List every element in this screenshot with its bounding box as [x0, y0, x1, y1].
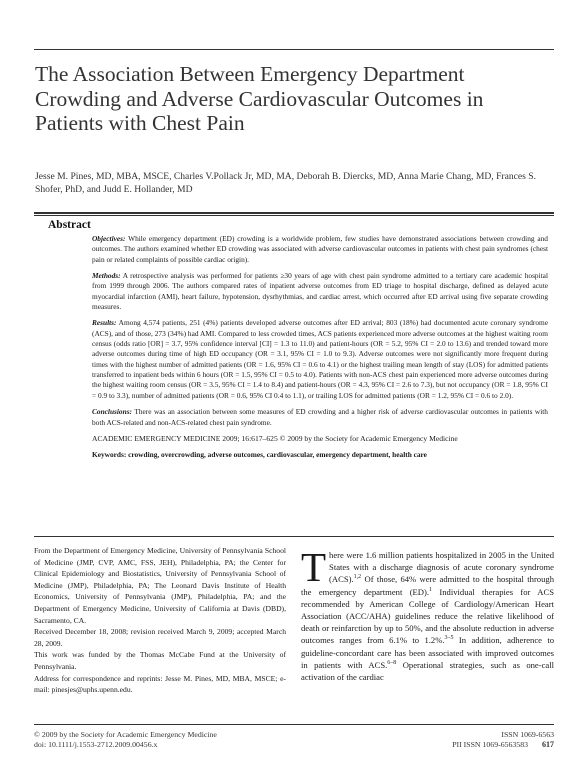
body-text-d: In addition, adherence to guideline-concordant care has been associated with improved outcomes in patients with ACS.: [301, 635, 554, 670]
abstract-results: [92, 318, 548, 401]
author-list: Jesse M. Pines, MD, MBA, MSCE, Charles V.Pollack Jr, MD, MA, Deborah B. Diercks, MD, Anna Marie Chang, MD, Frances S. Shofer, PhD, and Judd E. Hollander, MD: [35, 171, 537, 195]
conclusions-label: Conclusions:: [92, 407, 132, 417]
affiliation-departments: From the Department of Emergency Medicine, University of Pennsylvania School of Medicine (JMP, CVP, AMC, FSS, JEH), Philadelphia, PA; the Center for Clinical Epidemiology and Biostatistics, University of Pennsylvania School of Medicine (JMP), Philadelphia, PA; The Leonard Davis Institute of Health Economics, University of Pennsylvania (JMP), Philadelphia, PA; and the Department of Emergency Medicine, University of California at Davis (DBD), Sacramento, CA.: [34, 546, 286, 625]
footer-rule: [34, 724, 554, 725]
correspondence-note: Address for correspondence and reprints: Jesse M. Pines, MD, MBA, MSCE; e-mail: pinesjes@uphs.upenn.edu.: [34, 673, 286, 695]
ref-1: 1,2: [353, 574, 362, 581]
abstract-body: [92, 234, 548, 467]
footer-doi: doi: 10.1111/j.1553-2712.2009.00456.x: [34, 740, 158, 750]
article-title: The Association Between Emergency Department Crowding and Adverse Cardiovascular Outcomes in Patients with Chest Pain: [35, 62, 484, 135]
body-column: [301, 544, 555, 683]
ref-2: 1: [429, 586, 433, 593]
drop-cap: T: [301, 544, 327, 590]
abstract-methods: [92, 271, 548, 312]
abstract-conclusions: [92, 407, 548, 428]
keywords-label: Keywords:: [92, 450, 127, 460]
conclusions-text: There was an association between some measures of ED crowding and a higher risk of adverse cardiovascular outcomes in patients with both ACS-related and non-ACS-related chest pain syndrome.: [92, 407, 548, 427]
abstract-citation: ACADEMIC EMERGENCY MEDICINE 2009; 16:617–625 © 2009 by the Society for Academic Emergency Medicine: [92, 433, 458, 443]
objectives-label: Objectives:: [92, 234, 126, 243]
abstract-heading: Abstract: [48, 219, 91, 231]
methods-label: Methods:: [92, 271, 121, 281]
page-number: 617: [542, 740, 554, 750]
body-text-e: Operational strategies, such as one-call activation of the cardiac: [301, 659, 555, 683]
footer-pii-line: [452, 740, 554, 750]
keywords-text: crowding, overcrowding, adverse outcomes, cardiovascular, emergency department, health care: [128, 450, 427, 460]
abstract-top-rule-thin: [34, 215, 554, 216]
footer-copyright: © 2009 by the Society for Academic Emergency Medicine: [34, 730, 217, 739]
affiliations-column: [34, 545, 286, 696]
abstract-keywords: [92, 450, 548, 460]
funding-note: This work was funded by the Thomas McCabe Fund at the University of Pennsylvania.: [34, 650, 286, 671]
footer-left: [34, 730, 217, 751]
footer-right: [452, 730, 554, 751]
body-text-c: Individual therapies for ACS recommended by American College of Cardiology/American Heart Association (ACC/AHA) guidelines reduce the relative likelihood of death or reinfarction by up to 50%, and the absolute reduction in adverse outcomes ranges from 6.1% to 1.2%.: [301, 586, 554, 646]
body-text-a: here were 1.6 million patients hospitalized in 2005 in the United States with a discharge diagnosis of acute coronary syndrome (ACS).: [329, 550, 554, 585]
body-text-b: Of those, 64% were admitted to the hospital through the emergency department (ED).: [301, 574, 554, 597]
methods-text: A retrospective analysis was performed for patients ≥30 years of age with chest pain syndrome admitted to a tertiary care academic hospital from 1999 through 2006. The authors compared rates of inpatient adverse outcomes from ED triage to hospital discharge, defined as delayed acute myocardial infarction (AMI), heart failure, hypotension, dysrhythmias, and cardiac arrest, which occurred after ED arrival using five separate crowding measures.: [92, 271, 548, 312]
abstract-objectives: [92, 234, 548, 265]
abstract-bottom-rule: [34, 536, 554, 537]
results-text: Among 4,574 patients, 251 (4%) patients developed adverse outcomes after ED arrival; 803 (18%) had documented acute coronary syndrome (ACS), and of those, 273 (34%) had AMI. Compared to less crowded times, ACS patients experienced more adverse outcomes at the highest waiting room census (odds ratio [OR] = 3.7, 95% confidence interval [CI] = 1.3 to 11.0) and patient-hours (OR = 5.2, 95% CI = 2.0 to 13.6) and trended toward more adverse outcomes during time of high ED occupancy (OR = 3.1, 95% CI = 1.0 to 9.3). Adverse outcomes were not significantly more frequent during times with the highest number of admitted patients (OR = 1.6, 95% CI = 0.6 to 4.1) or the highest trailing mean length of stay (LOS) for admitted patients transferred to inpatient beds within 6 hours (OR = 1.5, 95% CI = 0.5 to 4.0). Patients with non-ACS chest pain experienced more adverse outcomes during the highest waiting room census (OR = 3.5, 95% CI = 1.4 to 8.4) and patient-hours (OR = 4.3, 95% CI = 2.6 to 7.3), but not occupancy (OR = 1.8, 95% CI = 0.9 to 3.3), number of admitted patients (OR = 0.6, 95% CI 0.4 to 1.1), or trailing LOS for admitted patients (OR = 1.2, 95% CI = 0.6 to 2.0).: [92, 318, 548, 400]
footer-issn: ISSN 1069-6563: [501, 730, 554, 739]
ref-3: 3–5: [444, 635, 454, 642]
abstract-top-rule: [34, 212, 554, 214]
top-rule: [34, 49, 554, 50]
received-dates: Received December 18, 2008; revision received March 9, 2009; accepted March 28, 2009.: [34, 627, 286, 648]
results-label: Results:: [92, 318, 117, 328]
objectives-text: While emergency department (ED) crowding is a worldwide problem, few studies have demonstrated associations between crowding and outcomes. The authors examined whether ED crowding was associated with adverse cardiovascular outcomes in patients with chest pain syndromes (chest pain or related complaints of possible cardiac origin).: [92, 234, 548, 264]
ref-4: 6–8: [387, 659, 397, 666]
footer-pii: PII ISSN 1069-6563583: [452, 740, 528, 750]
